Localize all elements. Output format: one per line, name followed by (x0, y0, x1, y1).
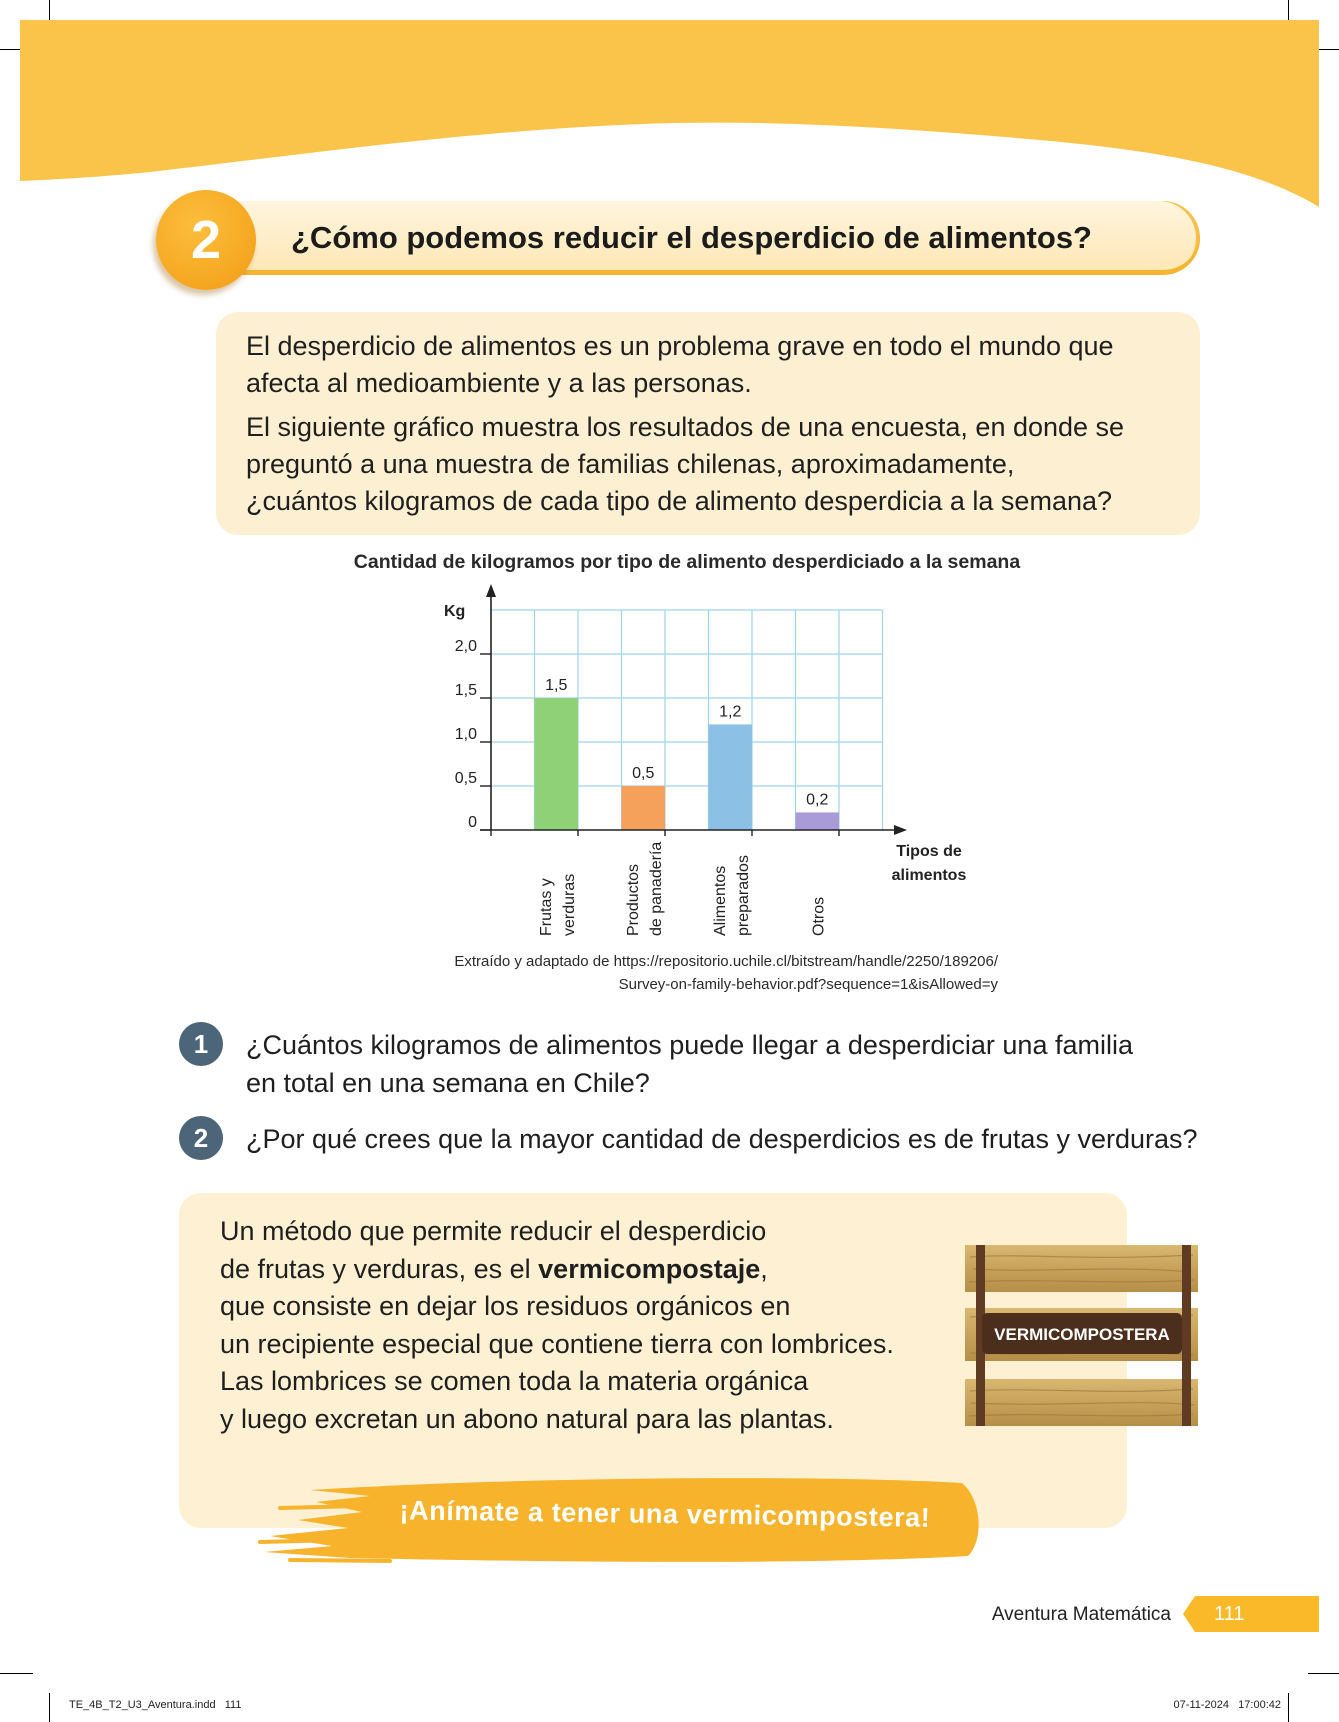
chart-source-note (454, 950, 998, 996)
bar-value-label: 1,5 (545, 677, 568, 694)
crop-mark (0, 1673, 33, 1674)
y-tick-label: 2,0 (454, 638, 477, 655)
question-number-badge (179, 1116, 223, 1160)
intro-paragraph (246, 409, 1124, 520)
bar-1 (535, 698, 579, 830)
category-label: preparados (734, 855, 752, 936)
question-text (246, 1026, 1133, 1102)
category-label: Productos (624, 863, 642, 936)
wood-plank-top (965, 1245, 1198, 1292)
bar-value-label: 0,5 (632, 765, 655, 782)
keyword-vermicompostaje: vermicompostaje (538, 1253, 761, 1284)
y-tick-label: 0 (468, 814, 477, 831)
intro-line: afecta al medioambiente y a las personas. (246, 368, 752, 398)
y-axis-label: Kg (444, 603, 466, 620)
intro-line: El siguiente gráfico muestra los resultados de una encuesta, en donde se (246, 412, 1125, 442)
category-label: verduras (560, 873, 578, 936)
bar-3 (709, 724, 753, 830)
wood-post-right (1182, 1245, 1191, 1426)
crop-mark (49, 1693, 50, 1722)
y-tick-label: 1,5 (454, 682, 477, 699)
bar-value-label: 0,2 (806, 791, 829, 809)
page-number: 111 (1214, 1603, 1245, 1625)
intro-line: preguntó a una muestra de familias chilenas, aproximadamente, (246, 449, 1015, 479)
encouragement-banner-text: ¡Anímate a tener una vermicompostera! (399, 1495, 931, 1533)
info-line-text: , (760, 1253, 768, 1284)
vermicompost-info-text (220, 1213, 894, 1438)
question-line: en total en una semana en Chile? (246, 1068, 650, 1098)
y-axis-arrow (486, 584, 496, 597)
source-line: Survey-on-family-behavior.pdf?sequence=1&isAllowed=y (618, 976, 998, 993)
category-label: de panadería (647, 841, 665, 936)
category-label: Frutas y (537, 878, 555, 936)
chart-title: Cantidad de kilogramos por tipo de alimento desperdiciado a la semana (353, 551, 1021, 573)
wood-plank-bottom (965, 1379, 1198, 1426)
section-title: ¿Cómo podemos reducir el desperdicio de alimentos? (291, 220, 1092, 255)
info-line (220, 1251, 894, 1289)
info-line: Un método que permite reducir el desperdicio (220, 1216, 767, 1246)
info-line: Las lombrices se comen toda la materia orgánica (220, 1366, 809, 1396)
info-line: y luego excretan un abono natural para las plantas. (220, 1403, 834, 1434)
info-line-text: de frutas y verduras, es el (220, 1253, 539, 1284)
vermicompostera-illustration (965, 1245, 1198, 1426)
bar-2 (622, 786, 666, 830)
print-slug-timestamp: 07-11-2024 17:00:42 (1173, 1699, 1281, 1711)
page-number-tab (1183, 1596, 1319, 1632)
category-label: Otros (810, 896, 828, 936)
bar-value-label: 1,2 (719, 703, 742, 721)
intro-paragraph (246, 328, 1124, 402)
footer-book-title: Aventura Matemática (991, 1604, 1171, 1625)
header-wave-band (0, 0, 1339, 220)
bar-4 (796, 812, 840, 830)
y-tick-label: 1,0 (454, 726, 477, 743)
crop-mark (1288, 1693, 1289, 1722)
info-line: un recipiente especial que contiene tierra con lombrices. (220, 1328, 894, 1359)
crop-mark (1308, 1673, 1339, 1674)
header-wave-shape (20, 20, 1319, 207)
intro-line: ¿cuántos kilogramos de cada tipo de alimento desperdicia a la semana? (246, 486, 1113, 516)
y-tick-label: 0,5 (454, 770, 477, 787)
section-number: 2 (190, 210, 222, 270)
question-text (246, 1120, 1198, 1158)
section-number-badge (156, 190, 256, 290)
intro-text (246, 328, 1124, 520)
question-number: 2 (193, 1122, 209, 1153)
question-number-badge (179, 1022, 223, 1066)
bar-chart (430, 580, 1010, 950)
vermicompostera-label: VERMICOMPOSTERA (994, 1325, 1170, 1344)
question-line: ¿Cuántos kilogramos de alimentos puede llegar a desperdiciar una familia (246, 1030, 1133, 1060)
info-line: que consiste en dejar los residuos orgánicos en (220, 1291, 791, 1321)
question-line: ¿Por qué crees que la mayor cantidad de desperdicios es de frutas y verduras? (246, 1124, 1198, 1154)
x-axis-arrow (894, 825, 907, 835)
print-slug-file: TE_4B_T2_U3_Aventura.indd 111 (69, 1699, 242, 1711)
source-line: Extraído y adaptado de https://repositorio.uchile.cl/bitstream/handle/2250/189206/ (454, 953, 998, 970)
intro-line: El desperdicio de alimentos es un problema grave en todo el mundo que (246, 331, 1114, 361)
x-axis-label: alimentos (891, 867, 967, 884)
x-axis-label: Tipos de (896, 843, 962, 860)
category-label: Alimentos (711, 865, 729, 936)
question-number: 1 (193, 1028, 209, 1059)
